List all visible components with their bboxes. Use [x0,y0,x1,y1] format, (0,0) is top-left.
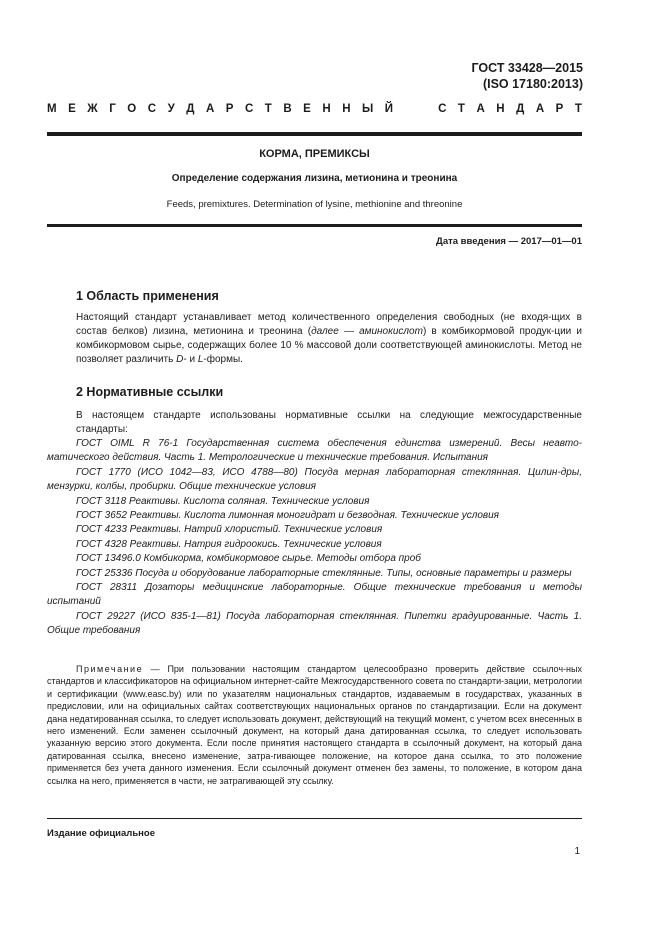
edition-label: Издание официальное [47,828,155,839]
heading-letter: С [244,103,254,115]
heading-letter: В [283,103,292,115]
title-rule [47,224,582,227]
standard-subtitle: Определение содержания лизина, метионина и треонина [171,173,458,184]
heading-letter: Т [457,103,465,115]
iso-code: (ISO 17180:2013) [482,77,583,91]
english-title: Feeds, premixtures. Determination of lysine, methionine and threonine [166,199,463,210]
footer-rule [47,818,582,819]
heading-letter: С [438,103,447,115]
standard-code: ГОСТ 33428—2015 [471,61,583,75]
top-rule [47,132,582,136]
s1-d: D [176,354,184,365]
heading-letter: Й [384,103,394,115]
section-1-heading: 1 Область применения [76,289,219,303]
heading-letter: У [167,103,175,115]
heading-letter: Н [496,103,505,115]
note-text: — При пользовании настоящим стандартом целесообразно проверить действие ссылоч-ных стандартов и классификаторов на официальном интернет-сайте Межгосударственного совета по стандарти-зации, метрологии и сертификации (www.easc.by) или по указателям национальных стандартов, издаваемым в государствах, указанных в предисловии, или на официальных сайтах соответствующих национальных органов по стандартизации. Если на документ дана недатированная ссылка, то следует использовать документ, действующий на текущий момент, с учетом всех внесенных в него изменений. Если заменен ссылочный документ, на который дана датированная ссылка, то следует использовать указанную версию этого документа. Если после принятия настоящего стандарта в ссылочный документ, на который дана датированная ссылка, внесено изменение, затра-гивающее положение, на которое дана ссылка, то это положение применяется без учета данного изменения. Если ссылочный документ отменен без замены, то положение, в котором дана ссылка на него, применяется в части, не затрагивающей эту ссылку. [47,664,582,786]
heading-letter: Т [264,103,272,115]
heading-letter: Д [186,103,195,115]
heading-letter: Р [225,103,234,115]
section-2-heading: 2 Нормативные ссылки [76,385,224,399]
heading-letter: О [127,103,137,115]
s1-part-b: ) в комбикормовой продук-ции и комбикормовом сырье, содержащих более 10 % массовой доли соответствующей аминокислоты. Метод не позволяет различить [76,326,582,365]
reference-item: ГОСТ 3118 Реактивы. Кислота соляная. Технические условия [76,495,370,507]
s2-intro-text: В настоящем стандарте использованы нормативные ссылки на следующие межгосударственные стандарты: [76,410,582,435]
s1-l: L [197,354,204,365]
heading-letter: Ж [87,103,98,115]
heading-letter: А [476,103,485,115]
heading-letter: Н [322,103,331,115]
section-2-intro [47,409,582,437]
heading-letter: А [535,103,545,115]
reference-item: ГОСТ 29227 (ИСО 835-1—81) Посуда лабораторная стеклянная. Пипетки градуированные. Часть 1. Общие требования [47,610,582,637]
heading-letter: М [47,103,57,115]
interstate-standard-heading [47,103,582,115]
heading-letter: Ы [362,103,374,115]
reference-item: ГОСТ 25336 Посуда и оборудование лабораторные стеклянные. Типы, основные параметры и размеры [76,567,572,579]
heading-letter: С [147,103,157,115]
s1-part-e: -формы. [203,354,243,365]
reference-item: ГОСТ 13496.0 Комбикорма, комбикормовое сырье. Методы отбора проб [76,553,421,565]
page-number: 1 [574,846,580,857]
heading-letter: Г [109,103,116,115]
reference-item: ГОСТ 3652 Реактивы. Кислота лимонная моногидрат и безводная. Технические условия [76,510,500,522]
introduction-date: Дата введения — 2017—01—01 [436,236,582,247]
heading-letter: Е [68,103,76,115]
heading-letter: Т [574,103,582,115]
note-block [47,663,582,787]
heading-letter: Д [516,103,525,115]
heading-letter: Е [303,103,311,115]
heading-letter: Р [555,103,564,115]
heading-letter: А [205,103,215,115]
reference-item: ГОСТ 1770 (ИСО 1042—83, ИСО 4788—80) Посуда мерная лабораторная стеклянная. Цилин-дры, мензурки, колбы, пробирки. Общие технические условия [47,466,582,493]
reference-item: ГОСТ 4328 Реактивы. Натрия гидроокись. Технические условия [76,538,382,550]
document-code-block [471,60,583,92]
heading-letter: Н [342,103,351,115]
reference-list [47,437,582,639]
heading-gap [405,103,427,115]
note-label: Примечание [76,664,144,674]
s1-part-c: - и [183,354,198,365]
reference-item: ГОСТ 28311 Дозаторы медицинские лабораторные. Общие технические требования и методы испытаний [47,582,582,608]
reference-item: ГОСТ 4233 Реактивы. Натрий хлористый. Технические условия [76,524,383,536]
section-1-text [47,311,582,367]
s1-italic: далее — аминокислот [311,326,423,337]
standard-title: КОРМА, ПРЕМИКСЫ [259,148,370,160]
s1-part-a: Настоящий стандарт устанавливает метод количественного определения свободных (не входя-щих в состав белков) лизина, метионина и треонина ( [76,312,582,337]
reference-item: ГОСТ OIML R 76-1 Государственная система обеспечения единства измерений. Весы неавто-матического действия. Часть 1. Метрологические и технические требования. Испытания [47,438,582,464]
